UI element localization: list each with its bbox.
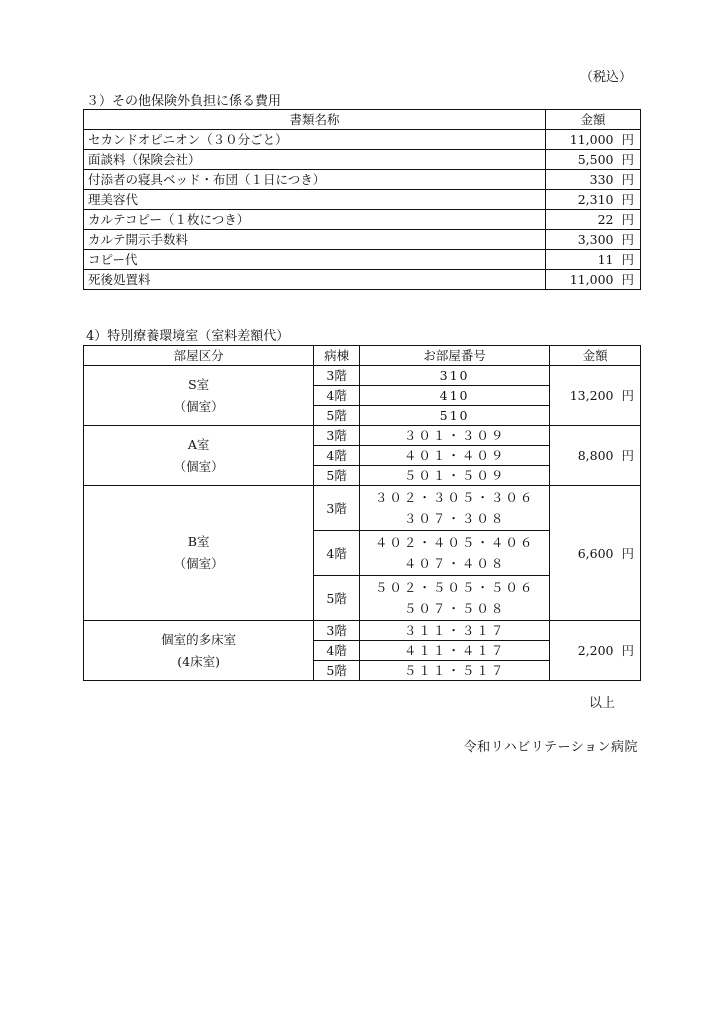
- table-row: [84, 130, 641, 150]
- room-numbers: 410: [439, 388, 470, 403]
- price-value: 8,800: [577, 448, 614, 463]
- price-value: 2,310: [577, 192, 614, 207]
- price-value: 11,000: [569, 132, 614, 147]
- ward-floor: 4階: [314, 641, 360, 661]
- header-price: 金額: [550, 346, 641, 366]
- table-row: [84, 230, 641, 250]
- table-header-row: [84, 110, 641, 130]
- room-numbers: ４０７・４０８: [403, 556, 506, 571]
- room-numbers: ４１１・４１７: [403, 643, 506, 658]
- room-class-type: （個室）: [173, 556, 224, 571]
- ward-floor: 3階: [314, 426, 360, 446]
- fee-item-name: 死後処置料: [84, 270, 546, 290]
- room-price-cell: [550, 621, 641, 681]
- price-value: 2,200: [577, 643, 614, 658]
- room-numbers-cell: [359, 531, 549, 576]
- room-numbers-cell: [359, 366, 549, 386]
- table-row: [84, 426, 641, 446]
- header-price: 金額: [546, 110, 641, 130]
- section3-title: ３）その他保険外負担に係る費用: [86, 94, 282, 109]
- other-fees-table: [83, 109, 641, 290]
- room-class-name: 個室的多床室: [161, 631, 237, 647]
- room-numbers: ５１１・５１７: [403, 663, 506, 678]
- price-unit: 円: [621, 132, 634, 147]
- fee-item-price: [546, 170, 641, 190]
- fee-item-name: コピー代: [84, 250, 546, 270]
- price-unit: 円: [621, 212, 634, 227]
- ward-floor: 5階: [314, 576, 360, 621]
- room-numbers-cell: [359, 426, 549, 446]
- price-unit: 円: [621, 252, 634, 267]
- room-price-cell: [550, 486, 641, 621]
- room-numbers: ５０７・５０８: [403, 601, 506, 616]
- fee-item-name: セカンドオピニオン（３０分ごと）: [84, 130, 546, 150]
- room-numbers: ５０１・５０９: [403, 468, 506, 483]
- ward-floor: 5階: [314, 661, 360, 681]
- ward-floor: 4階: [314, 531, 360, 576]
- room-numbers: ４０２・４０５・４０６: [374, 535, 535, 550]
- room-numbers-cell: [359, 406, 549, 426]
- ward-floor: 3階: [314, 486, 360, 531]
- room-numbers: 310: [439, 368, 470, 383]
- price-value: 22: [597, 212, 614, 227]
- fee-item-price: [546, 190, 641, 210]
- fee-item-price: [546, 210, 641, 230]
- room-numbers-cell: [359, 576, 549, 621]
- header-room-numbers: お部屋番号: [359, 346, 549, 366]
- fee-item-price: [546, 150, 641, 170]
- room-numbers-cell: [359, 466, 549, 486]
- room-numbers-cell: [359, 661, 549, 681]
- room-class-cell: [84, 486, 314, 621]
- price-unit: 円: [621, 192, 634, 207]
- table-row: [84, 190, 641, 210]
- room-class-cell: [84, 426, 314, 486]
- price-unit: 円: [621, 152, 634, 167]
- room-numbers-cell: [359, 446, 549, 466]
- price-value: 5,500: [577, 152, 614, 167]
- table-row: [84, 270, 641, 290]
- room-numbers: 510: [439, 408, 470, 423]
- room-numbers-cell: [359, 486, 549, 531]
- price-value: 11: [597, 252, 614, 267]
- room-numbers-cell: [359, 641, 549, 661]
- table-row: [84, 150, 641, 170]
- ward-floor: 3階: [314, 621, 360, 641]
- ward-floor: 5階: [314, 466, 360, 486]
- fee-item-name: 付添者の寝具ベッド・布団（１日につき）: [84, 170, 546, 190]
- room-price-cell: [550, 366, 641, 426]
- room-numbers: ３１１・３１７: [403, 623, 506, 638]
- room-numbers-cell: [359, 386, 549, 406]
- header-ward: 病棟: [314, 346, 360, 366]
- tax-note: （税込）: [579, 70, 632, 85]
- price-value: 13,200: [569, 388, 614, 403]
- room-numbers: ５０２・５０５・５０６: [374, 580, 535, 595]
- table-header-row: [84, 346, 641, 366]
- ward-floor: 5階: [314, 406, 360, 426]
- price-unit: 円: [621, 232, 634, 247]
- room-class-name: S室: [188, 376, 210, 392]
- room-class-type: （個室）: [173, 458, 224, 474]
- price-unit: 円: [621, 272, 634, 287]
- table-row: [84, 170, 641, 190]
- fee-item-price: [546, 230, 641, 250]
- price-value: 3,300: [577, 232, 614, 247]
- room-price-cell: [550, 426, 641, 486]
- fee-item-name: カルテコピー（１枚につき）: [84, 210, 546, 230]
- header-document-name: 書類名称: [84, 110, 546, 130]
- price-value: 330: [589, 172, 614, 187]
- table-row: [84, 210, 641, 230]
- ward-floor: 3階: [314, 366, 360, 386]
- room-fees-table: [83, 345, 641, 681]
- room-class-name: A室: [187, 436, 210, 452]
- table-row: [84, 486, 641, 531]
- price-unit: 円: [621, 448, 634, 463]
- table-row: [84, 250, 641, 270]
- price-value: 11,000: [569, 272, 614, 287]
- price-value: 6,600: [577, 545, 614, 561]
- section4-title: 4）特別療養環境室（室料差額代）: [86, 329, 290, 344]
- fee-item-price: [546, 270, 641, 290]
- room-class-cell: [84, 621, 314, 681]
- ward-floor: 4階: [314, 386, 360, 406]
- end-mark: 以上: [589, 696, 616, 711]
- fee-item-name: 理美容代: [84, 190, 546, 210]
- room-class-name: B室: [187, 534, 210, 549]
- room-class-cell: [84, 366, 314, 426]
- price-unit: 円: [621, 172, 634, 187]
- fee-item-price: [546, 130, 641, 150]
- price-unit: 円: [621, 545, 634, 561]
- room-numbers: ４０１・４０９: [403, 448, 506, 463]
- price-unit: 円: [621, 643, 634, 658]
- price-unit: 円: [621, 388, 634, 403]
- room-class-type: （個室）: [173, 398, 224, 414]
- fee-item-price: [546, 250, 641, 270]
- room-numbers: ３０２・３０５・３０６: [374, 490, 535, 505]
- hospital-name: 令和リハビリテーション病院: [463, 740, 638, 755]
- fee-item-name: 面談料（保険会社）: [84, 150, 546, 170]
- table-row: [84, 366, 641, 386]
- room-numbers-cell: [359, 621, 549, 641]
- table-row: [84, 621, 641, 641]
- room-class-type: (4床室): [177, 653, 220, 669]
- ward-floor: 4階: [314, 446, 360, 466]
- header-room-class: 部屋区分: [84, 346, 314, 366]
- room-numbers: ３０７・３０８: [403, 511, 506, 526]
- room-numbers: ３０１・３０９: [403, 428, 506, 443]
- fee-item-name: カルテ開示手数料: [84, 230, 546, 250]
